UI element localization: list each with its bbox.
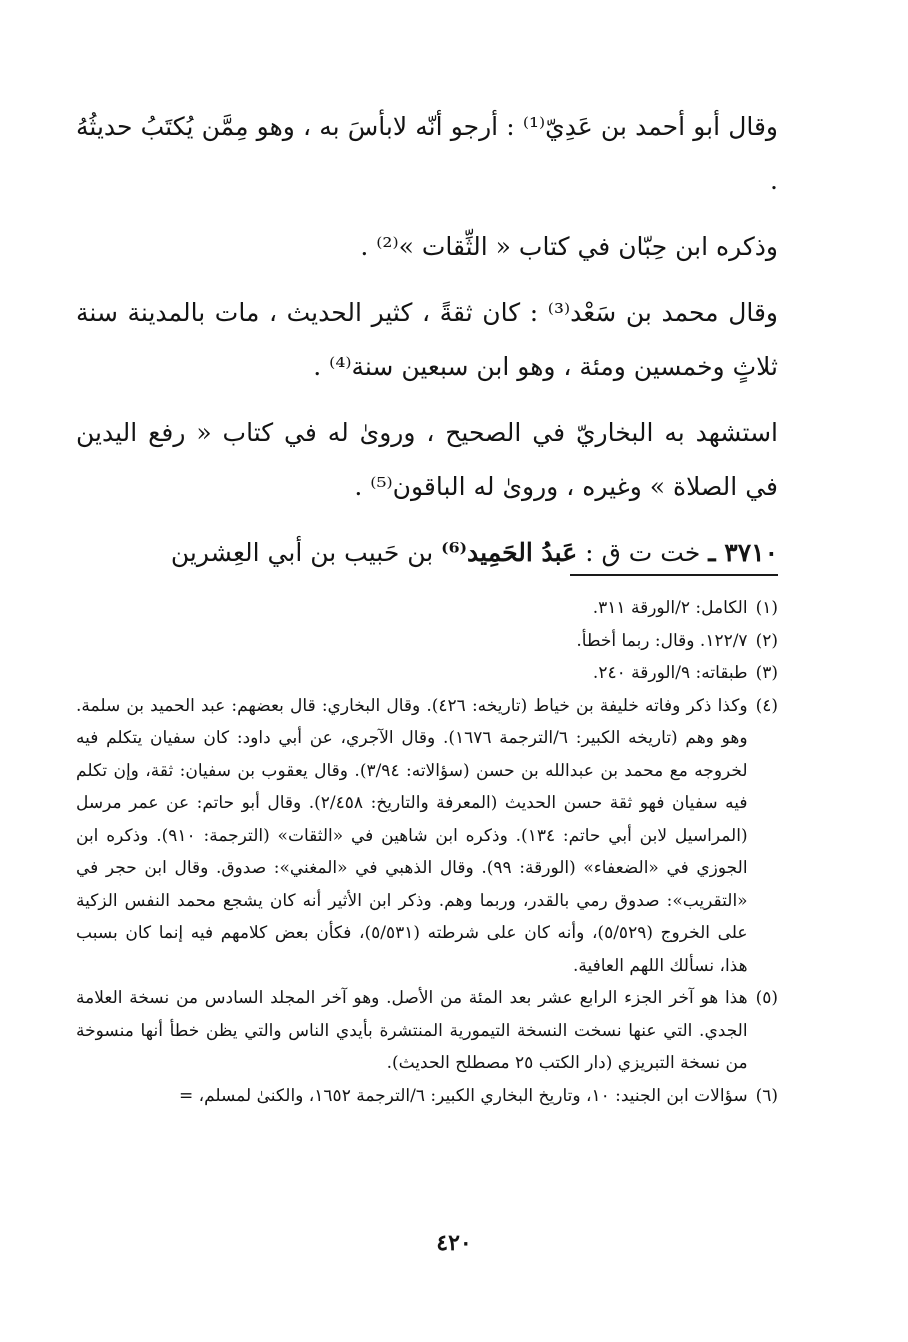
footnote-text: ١٢٢/٧. وقال: ربما أخطأ. [576,630,748,651]
paragraph: استشهد به البخاريّ في الصحيح ، وروىٰ له في كتاب « رفع اليدين في الصلاة » وغيره ، وروىٰ له الباقون⁽⁵⁾ . [76,418,778,501]
footnote [76,657,778,690]
footnote-text: سؤالات ابن الجنيد: ١٠، وتاريخ البخاري الكبير: ٦/الترجمة ١٦٥٢، والكنىٰ لمسلم، = [178,1085,748,1106]
footnote-text: وكذا ذكر وفاته خليفة بن خياط (تاريخه: ٤٢٦). وقال البخاري: قال بعضهم: عبد الحميد بن سلمة. وهو وهم (تاريخه الكبير: ٦/الترجمة ١٦٧٦). وقال الآجري، عن أبي داود: كان سفيان يتكلم فيه لخروجه مع محمد بن عبدالله بن حسن (سؤالاته: ٣/٩٤). وقال يعقوب بن سفيان: ثقة، وإن تكلم فيه سفيان فهو ثقة حسن الحديث (المعرفة والتاريخ: ٢/٤٥٨). وقال أبو حاتم: عن عمر مرسل (المراسيل لابن أبي حاتم: ١٣٤). وذكره ابن شاهين في «الثقات» (الترجمة: ٩١٠). وذكره ابن الجوزي في «الضعفاء» (الورقة: ٩٩). وقال الذهبي في «المغني»: صدوق. وقال ابن حجر في «التقريب»: صدوق رمي بالقدر، وربما وهم. وذكر ابن الأثير أنه كان يشجع محمد النفس الزكية على الخروج (٥/٥٢٩)، وأنه كان على شرطته (٥/٥٣١)، فكأن بعض كلامهم فيه إنما كان بسبب هذا، نسألك اللهم العافية. [76,695,748,976]
footnote [76,1080,778,1113]
footnote-mark: (٦) [755,1085,778,1106]
footnote-text: الكامل: ٢/الورقة ٣١١. [592,598,748,618]
footnote-mark: (٣) [755,663,778,683]
footnotes [76,592,778,1112]
footnote-separator [570,574,778,576]
footnote-mark: (٢) [755,630,778,651]
footnote-mark: (٤) [755,695,778,716]
main-text [76,100,778,580]
entry-number: ٣٧١٠ ـ [708,538,778,567]
biography-entry-heading [76,526,778,580]
paragraph: وقال محمد بن سَعْد⁽³⁾ : كان ثقةً ، كثير الحديث ، مات بالمدينة سنة ثلاثٍ وخمسين ومئة ، وهو ابن سبعين سنة⁽⁴⁾ . [76,298,778,381]
entry-name: عَبدُ الحَمِيد⁽⁶⁾ [441,538,578,567]
paragraph: وذكره ابن حِبّان في كتاب « الثِّقات »⁽²⁾ . [360,232,778,261]
footnote [76,625,778,658]
page-number: ٤٢٠ [436,1230,472,1256]
footnote-mark: (١) [755,598,778,618]
entry-lineage: بن حَبيب بن أبي العِشرين [170,538,434,567]
footnote-text: هذا هو آخر الجزء الرابع عشر بعد المئة من الأصل. وهو آخر المجلد السادس من نسخة العلامة الجدي. التي عنها نسخت النسخة التيمورية المنتشرة بأيدي الناس والتي يظن خطأ أنها منسوخة من نسخة التبريزي (دار الكتب ٢٥ مصطلح الحديث). [76,988,748,1073]
footnote [76,592,778,625]
footnote [76,982,778,1080]
footnote-text: طبقاته: ٩/الورقة ٢٤٠. [592,663,748,683]
entry-symbols: خت ت ق : [585,538,701,567]
footnote-mark: (٥) [755,988,778,1008]
footnote [76,690,778,983]
paragraph: وقال أبو أحمد بن عَدِيّ⁽¹⁾ : أرجو أنّه لابأسَ به ، وهو مِمَّن يُكتَبُ حديثُهُ . [76,112,778,195]
